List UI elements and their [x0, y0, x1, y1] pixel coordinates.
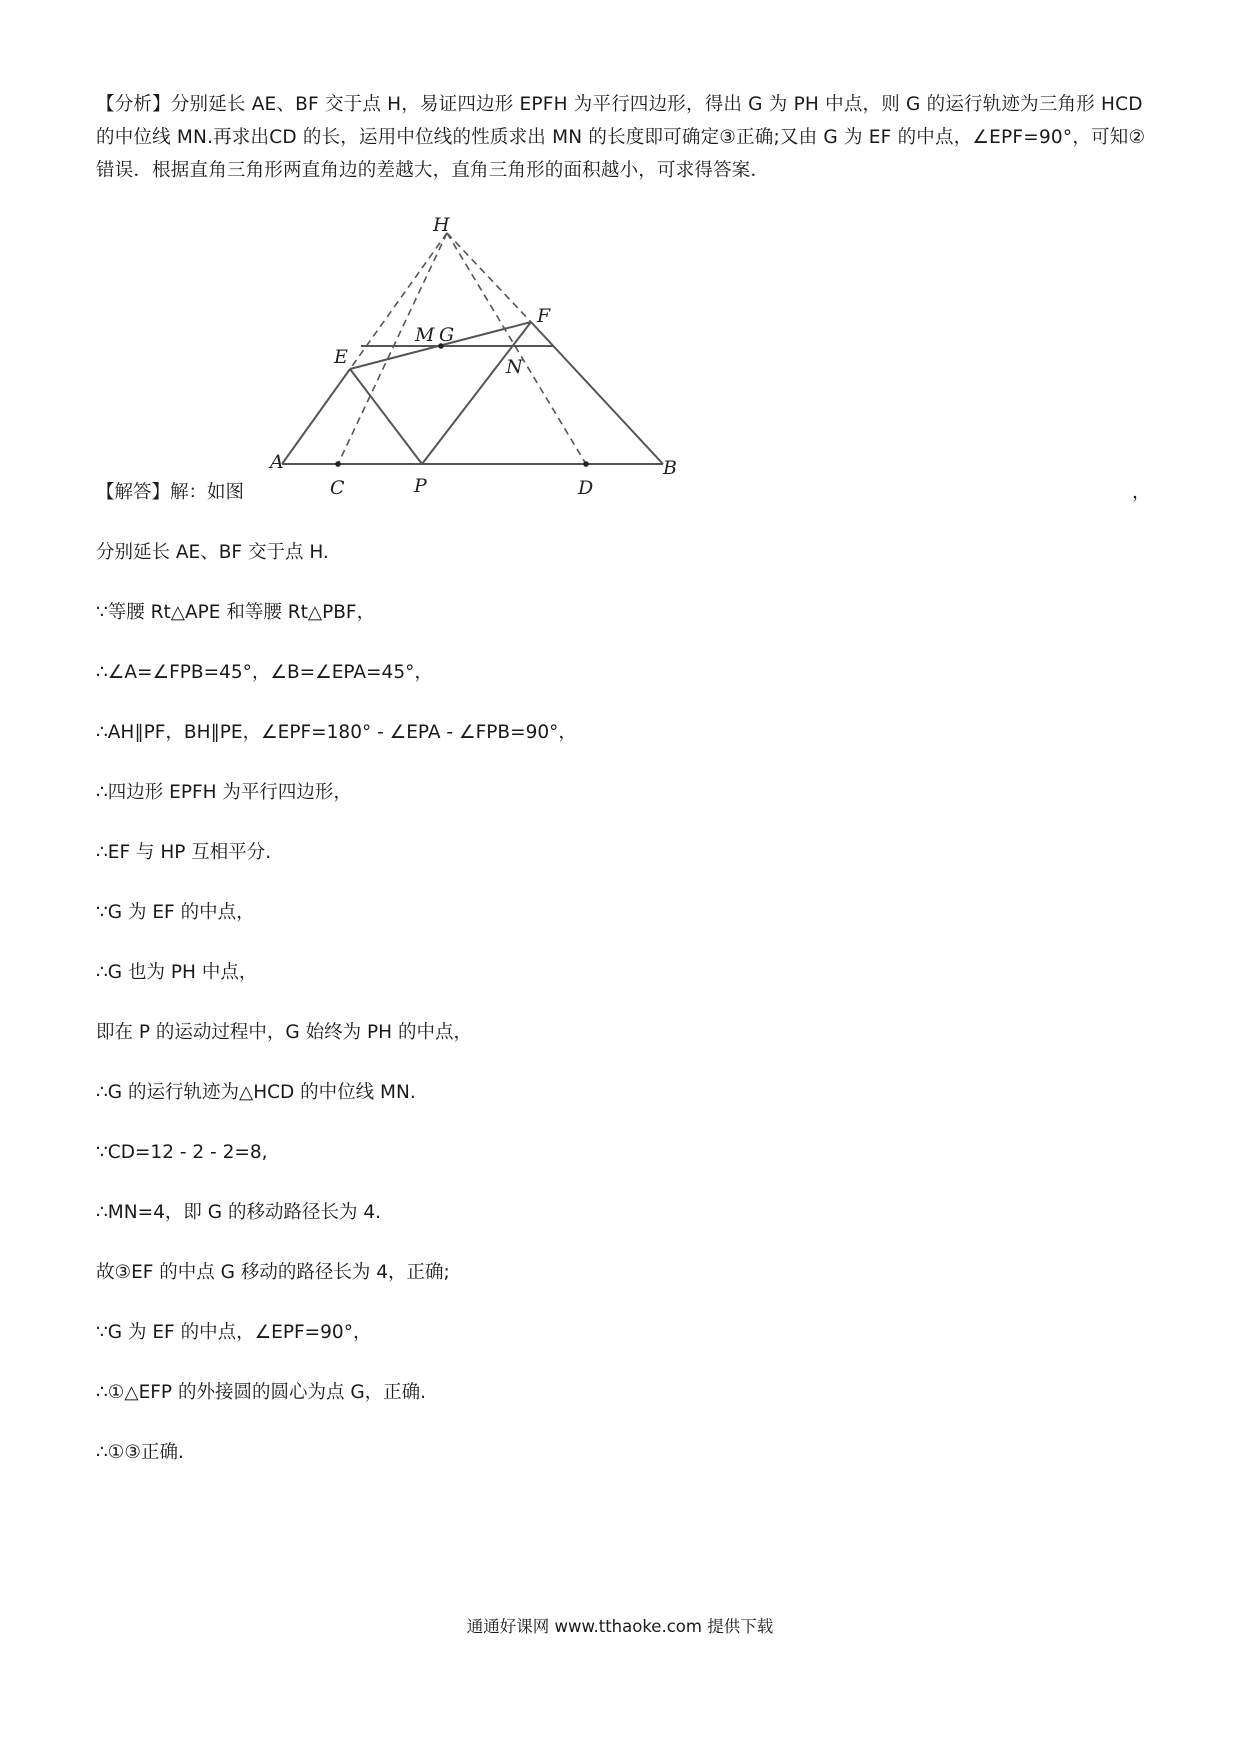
step-line: ∴∠A=∠FPB=45°，∠B=∠EPA=45°，	[96, 662, 433, 683]
step-line: 故③EF 的中点 G 移动的路径长为 4，正确;	[96, 1262, 450, 1283]
page-footer: 通通好课网 www.tthaoke.com 提供下载	[466, 1617, 774, 1636]
segment-EP	[350, 369, 422, 464]
answer-intro: 解：如图	[170, 482, 245, 503]
step-line: ∴MN=4，即 G 的移动路径长为 4.	[96, 1202, 381, 1223]
analysis-text: 分别延长 AE、BF 交于点 H，易证四边形 EPFH 为平行四边形，得出 G 为 PH 中点，则 G 的运行轨迹为三角形 HCD 的中位线 MN.再求出CD 的长，运用中位线的性质求出 MN 的长度即可确定③正确;又由 G 为 EF 的中点，∠EPF=90°，可知②错误．根据直角三角形两直角边的差越大，直角三角形的面积越小，可求得答案．	[96, 94, 1146, 181]
label-A: A	[270, 451, 284, 473]
label-P: P	[414, 475, 427, 495]
step-line: ∵G 为 EF 的中点，	[96, 902, 255, 923]
label-M: M	[415, 324, 435, 346]
label-H: H	[433, 215, 450, 236]
step-line: ∴EF 与 HP 互相平分.	[96, 842, 272, 863]
analysis-tag: 【分析】	[96, 94, 171, 115]
segment-FB	[531, 322, 663, 464]
label-G: G	[439, 324, 455, 346]
point-D	[583, 461, 589, 467]
answer-heading	[96, 480, 244, 506]
step-line: ∵等腰 Rt△APE 和等腰 Rt△PBF，	[96, 602, 376, 623]
step-line: ∴四边形 EPFH 为平行四边形，	[96, 782, 352, 803]
step-line: ∴AH∥PF，BH∥PE，∠EPF=180° - ∠EPA - ∠FPB=90°，	[96, 722, 577, 743]
solid-lines	[282, 322, 663, 464]
answer-trailing-comma: ，	[1132, 482, 1151, 503]
analysis-paragraph	[96, 88, 1148, 187]
label-C: C	[330, 477, 345, 495]
label-F: F	[537, 305, 551, 327]
step-line: ∴G 的运行轨迹为△HCD 的中位线 MN.	[96, 1082, 416, 1103]
label-E: E	[334, 346, 348, 368]
step-line: ∴①△EFP 的外接圆的圆心为点 G，正确.	[96, 1382, 427, 1403]
dashed-HD	[447, 233, 586, 464]
step-line: 分别延长 AE、BF 交于点 H.	[96, 542, 329, 563]
step-line: ∵CD=12 - 2 - 2=8,	[96, 1142, 268, 1163]
dashed-HB	[447, 233, 531, 322]
step-line: ∵G 为 EF 的中点，∠EPF=90°，	[96, 1322, 372, 1343]
label-N: N	[506, 356, 523, 378]
step-line: 即在 P 的运动过程中，G 始终为 PH 的中点，	[96, 1022, 472, 1043]
step-line: ∴G 也为 PH 中点，	[96, 962, 258, 983]
label-B: B	[663, 457, 677, 479]
segment-AE	[282, 369, 350, 464]
step-line: ∴①③正确.	[96, 1442, 184, 1463]
dashed-lines	[338, 233, 586, 464]
label-D: D	[578, 477, 594, 495]
geometry-diagram	[256, 215, 686, 495]
answer-tag: 【解答】	[96, 482, 171, 503]
point-C	[335, 461, 341, 467]
